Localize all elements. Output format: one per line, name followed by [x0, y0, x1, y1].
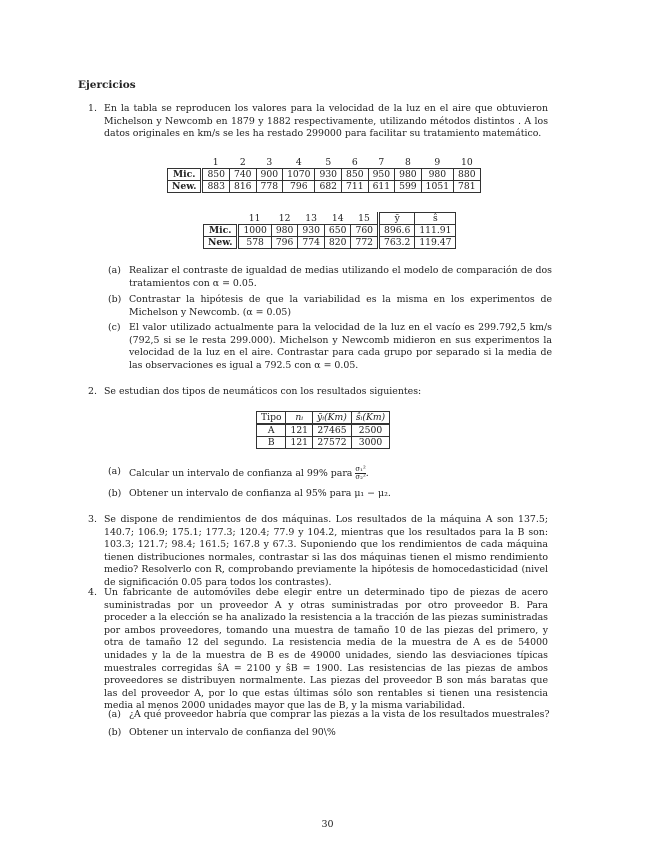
- table-cell: 611: [368, 181, 395, 193]
- col-header: ȳᵢ(Km): [313, 412, 352, 425]
- row-label: Mic.: [204, 225, 238, 237]
- exercise-number: 2.: [88, 386, 97, 397]
- exercise-part: [108, 322, 552, 372]
- table-cell: 650: [324, 225, 351, 237]
- table-cell: 980: [271, 225, 298, 237]
- exercise-text: Se estudian dos tipos de neumáticos con los resultados siguientes:: [104, 386, 422, 397]
- col-header: 11: [248, 212, 261, 224]
- row-label: Mic.: [168, 169, 202, 181]
- table-cell: 578: [238, 237, 271, 249]
- table-row: [257, 424, 390, 437]
- table-cell: 2500: [351, 424, 389, 437]
- part-text-lead: Calcular un intervalo de confianza al 99% para: [129, 468, 353, 479]
- table-cell: 774: [298, 237, 325, 249]
- tires-table: [256, 411, 390, 449]
- std-cell: 111.91: [415, 225, 456, 237]
- col-header: 14: [331, 212, 344, 224]
- table-row: [168, 169, 481, 181]
- speed-table-2: [203, 212, 456, 249]
- ratio-denominator: σ₂²: [355, 473, 366, 481]
- table-cell: 883: [202, 181, 230, 193]
- table-cell: 781: [454, 181, 481, 193]
- table-cell: 27465: [313, 424, 352, 437]
- mean-cell: 896.6: [379, 225, 415, 237]
- table-cell: 778: [256, 181, 283, 193]
- part-text: Contrastar la hipótesis de que la variabilidad es la misma en los experimentos de Michelson y Newcomb. (α = 0.05): [129, 294, 552, 318]
- table-cell: 980: [395, 169, 422, 181]
- part-text: Realizar el contraste de igualdad de medias utilizando el modelo de comparación de dos tratamientos con α = 0.05.: [129, 265, 552, 289]
- part-label: (a): [108, 709, 121, 720]
- part-text: Calcular un intervalo de confianza al 99% para $\frac{\text{σ₁²}}{\text{σ₂²}}$ .: [129, 465, 369, 481]
- table-header-row: [168, 157, 481, 169]
- part-text: El valor utilizado actualmente para la velocidad de la luz en el vacío es 299.792,5 km/s (792,5 si se le resta 299.000). Michelson y Newcomb midieron en sus experimentos la velocidad de la luz en el aire. Contrastar para cada grupo por separado si la media de las observaciones es igual a 792.5 con α = 0.05.: [129, 322, 552, 371]
- col-header: 2: [239, 157, 246, 168]
- row-label: New.: [204, 237, 238, 249]
- part-label: (a): [108, 265, 121, 276]
- part-text: ¿A qué proveedor habría que comprar las piezas a la vista de los resultados muestrales?: [129, 709, 550, 720]
- table-cell: 121: [286, 424, 313, 437]
- col-header: 13: [305, 212, 317, 224]
- exercise-part: [108, 466, 552, 481]
- part-label: (b): [108, 488, 122, 499]
- variance-ratio: [355, 466, 365, 481]
- std-header: ŝ: [415, 213, 456, 225]
- col-header: nᵢ: [286, 412, 313, 425]
- col-header: 5: [325, 157, 332, 168]
- exercise-part: [108, 709, 552, 722]
- table-row: [168, 181, 481, 193]
- table-cell: 1051: [421, 181, 453, 193]
- exercise-text: En la tabla se reproducen los valores para la velocidad de la luz en el aire que obtuvieron Michelson y Newcomb en 1879 y 1882 respectivamente, utilizando métodos distintos . A los datos originales en km/s se les ha restado 299000 para facilitar su tratamiento matemático.: [104, 103, 548, 140]
- exercise-part: [108, 488, 552, 501]
- table-cell: 796: [271, 237, 298, 249]
- table-cell: 1070: [283, 169, 315, 181]
- part-text: Obtener un intervalo de confianza del 90\%: [129, 727, 336, 738]
- col-header: 6: [351, 157, 358, 168]
- table-cell: 3000: [351, 437, 389, 449]
- table-cell: 950: [368, 169, 395, 181]
- table-cell: 1000: [238, 225, 271, 237]
- table-cell: 682: [315, 181, 342, 193]
- col-header: 1: [212, 157, 219, 168]
- table-cell: A: [257, 424, 286, 437]
- table-cell: 740: [229, 169, 256, 181]
- exercise-text: Se dispone de rendimientos de dos máquinas. Los resultados de la máquina A son 137.5; 140.7; 106.9; 175.1; 177.3; 120.4; 77.9 y 104.2, mientras que los resultados para la B son: 103.3; 121.7; 98.4; 161.5; 167.8 y 67.3. Suponiendo que los rendimientos de cada máquina tienen distribuciones normales, contrastar si las dos máquinas tienen el mismo rendimiento medio? Resolverlo con R, comprobando previamente la hipótesis de homocedasticidad (nivel de significación 0.05 para todos los contrastes).: [104, 514, 548, 588]
- table-cell: 599: [395, 181, 422, 193]
- exercise-number: 4.: [88, 587, 97, 598]
- table-row: [204, 225, 456, 237]
- mean-header: ȳ: [379, 213, 415, 225]
- exercise-1: [88, 103, 548, 141]
- exercise-4: [88, 587, 548, 713]
- exercise-number: 3.: [88, 514, 97, 525]
- part-label: (a): [108, 466, 121, 477]
- part-text: Obtener un intervalo de confianza al 95% para μ₁ − μ₂.: [129, 488, 391, 499]
- table-cell: 850: [202, 169, 230, 181]
- part-label: (b): [108, 294, 122, 305]
- exercise-3: [88, 514, 548, 590]
- table-cell: 980: [421, 169, 453, 181]
- col-header: 12: [278, 212, 291, 224]
- exercise-part: [108, 265, 552, 290]
- table-cell: 930: [315, 169, 342, 181]
- table-cell: B: [257, 437, 286, 449]
- table-cell: 816: [229, 181, 256, 193]
- col-header: ŝᵢ(Km): [351, 412, 389, 425]
- table-cell: 850: [342, 169, 369, 181]
- ratio-numerator: σ₁²: [355, 465, 366, 473]
- speed-table-1: [167, 157, 481, 193]
- col-header: Tipo: [257, 412, 286, 425]
- table-row: [204, 237, 456, 249]
- exercise-2: [88, 386, 548, 399]
- table-cell: 796: [283, 181, 315, 193]
- table-cell: 820: [324, 237, 351, 249]
- col-header: 15: [351, 213, 379, 225]
- col-header: 4: [295, 157, 302, 168]
- table-cell: 121: [286, 437, 313, 449]
- mean-cell: 763.2: [379, 237, 415, 249]
- section-title: Ejercicios: [78, 79, 136, 91]
- std-cell: 119.47: [415, 237, 456, 249]
- exercise-part: [108, 727, 552, 740]
- col-header: 10: [460, 157, 473, 168]
- table-cell: 930: [298, 225, 325, 237]
- table-cell: 27572: [313, 437, 352, 449]
- col-header: 8: [404, 157, 411, 168]
- table-header-row: [204, 213, 456, 225]
- col-header: 3: [266, 157, 273, 168]
- part-label: (c): [108, 322, 121, 333]
- table-cell: 760: [351, 225, 379, 237]
- table-header-row: [257, 412, 390, 425]
- table-cell: 711: [342, 181, 369, 193]
- col-header: 9: [434, 157, 441, 168]
- table-cell: 880: [454, 169, 481, 181]
- row-label: New.: [168, 181, 202, 193]
- exercise-text: Un fabricante de automóviles debe elegir entre un determinado tipo de piezas de acero suministradas por un proveedor A y otras suministradas por otro proveedor B. Para proceder a la elección se ha analizado la resistencia a la tracción de las piezas suministradas por ambos proveedores, tomando una muestra de tamaño 10 de las piezas del primero, y otra de tamaño 12 del segundo. La resistencia media de la muestra de A es de 54000 unidades y la de la muestra de B es de 49000 unidades, siendo las desviaciones típicas muestrales corregidas ŝA = 2100 y ŝB = 1900. Las resistencias de las piezas de ambos proveedores se distribuyen normalmente. Las piezas del proveedor B son más baratas que las del proveedor A, por lo que estas últimas sólo son rentables si tienen una resistencia media al menos 2000 unidades mayor que las de B, y la misma variabilidad.: [104, 587, 548, 712]
- part-label: (b): [108, 727, 122, 738]
- table-cell: 900: [256, 169, 283, 181]
- exercise-number: 1.: [88, 103, 97, 114]
- exercise-part: [108, 294, 552, 319]
- table-row: [257, 437, 390, 449]
- table-cell: 772: [351, 237, 379, 249]
- col-header: 7: [378, 157, 385, 168]
- page-number: 30: [321, 819, 334, 830]
